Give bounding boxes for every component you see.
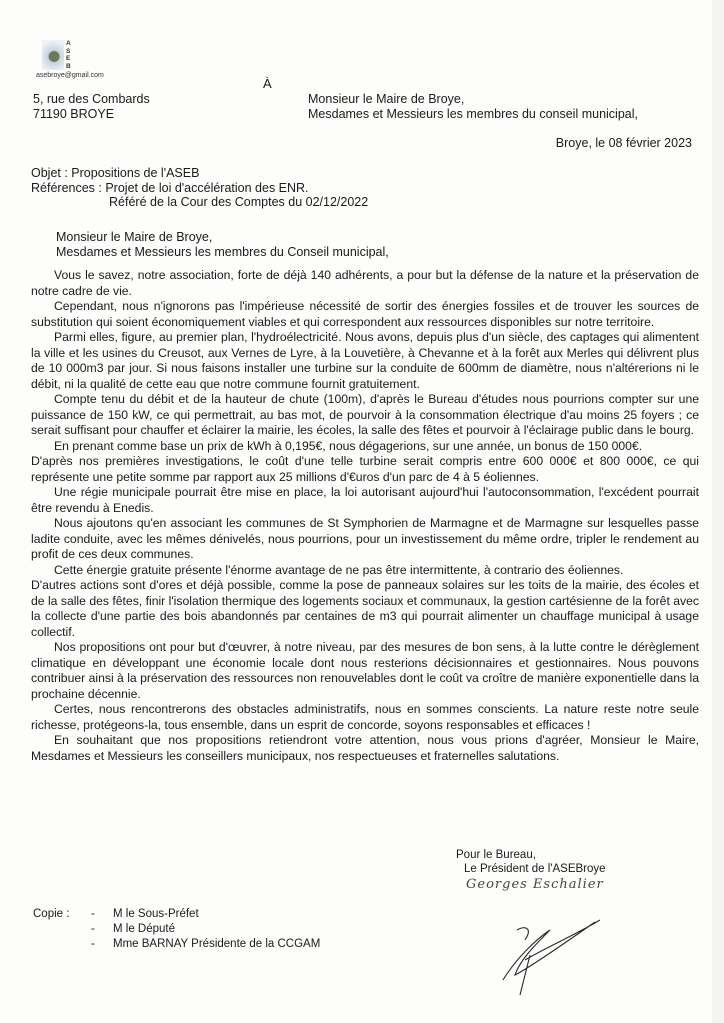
signature-line-2: Le Président de l'ASEBroye: [464, 863, 606, 875]
signature-block: [456, 848, 606, 892]
recipient-block: [308, 92, 638, 122]
to-marker: À: [263, 76, 272, 91]
handwritten-signature: [495, 900, 605, 1000]
copy-recipient: Mme BARNAY Présidente de la CCGAM: [113, 938, 321, 950]
paragraph: Une régie municipale pourrait être mise en place, la loi autorisant aujourd'hui l'autoconsommation, l'excédent pourrait être revendu à Enedis.: [31, 485, 699, 515]
recipient-line: Mesdames et Messieurs les membres du conseil municipal,: [308, 107, 638, 121]
paragraph: Compte tenu du débit et de la hauteur de chute (100m), d'après le Bureau d'études nous pourrions compter sur une puissance de 150 kW, ce qui permettrait, au bas mot, de pourvoir à la consommation électrique d'au moins 25 foyers ; ce serait suffisant pour chauffer et éclairer la mairie, les écoles, la salle des fêtes et pourvoir à l'éclairage public dans le bourg.: [31, 392, 699, 437]
handwritten-name: Georges Eschalier: [466, 877, 604, 892]
subject-line: Objet : Propositions de l'ASEB: [31, 166, 200, 180]
sender-city: 71190 BROYE: [33, 107, 115, 121]
signature-line-1: Pour le Bureau,: [456, 849, 536, 861]
recipient-line: Monsieur le Maire de Broye,: [308, 92, 465, 106]
aseb-logo: [42, 40, 74, 70]
salutation-line: Mesdames et Messieurs les membres du Conseil municipal,: [56, 245, 389, 259]
spacer: [33, 922, 91, 937]
bullet-dash: -: [91, 908, 95, 920]
logo-image: [42, 40, 64, 70]
logo-letters: ASEB: [66, 40, 71, 70]
bullet-dash: -: [91, 938, 95, 950]
sender-street: 5, rue des Combards: [33, 92, 150, 106]
paragraph: Vous le savez, notre association, forte de déjà 140 adhérents, a pour but la défense de la nature et la préservation de notre cadre de vie.: [31, 268, 699, 298]
bullet-dash: -: [91, 923, 95, 935]
paragraph: En prenant comme base un prix de kWh à 0,195€, nous dégagerions, sur une année, un bonus de 150 000€.: [54, 438, 643, 453]
references-line: Références : Projet de loi d'accélération des ENR.: [31, 180, 309, 195]
letter-body: [31, 268, 699, 764]
sender-email: asebroye@gmail.com: [36, 72, 104, 79]
paragraph: Certes, nous rencontrerons des obstacles administratifs, nous en sommes conscients. La nature reste notre seule richesse, protégeons-la, tous ensemble, dans un esprit de concorde, soyons responsables et efficaces !: [31, 702, 699, 732]
paragraph: En souhaitant que nos propositions retiendront votre attention, nous vous prions d'agréer, Monsieur le Maire, Mesdames et Messieurs les conseillers municipaux, nos respectueuses et fraternelles salutations.: [31, 733, 699, 763]
copies-block: [33, 907, 320, 952]
subject-block: [31, 166, 368, 210]
copies-label: Copie :: [33, 908, 70, 920]
copy-recipient: M le Député: [113, 923, 176, 935]
paragraph: Nous ajoutons qu'en associant les communes de St Symphorien de Marmagne et de Marmagne sur lesquelles passe ladite conduite, avec les mêmes dénivelés, nous pourrions, pour un investissement du même ordre, tripler le rendement au profit de ces deux communes.: [31, 516, 699, 561]
paragraph: D'autres actions sont d'ores et déjà possible, comme la pose de panneaux solaires sur les toits de la mairie, des écoles et de la salle des fêtes, finir l'isolation thermique des logements sociaux et communaux, la gestion cartésienne de la forêt avec la collecte d'une partie des bois abandonnés par centaines de m3 qui pourrait alimenter un chauffage municipal à usage collectif.: [31, 578, 699, 639]
letter-date: Broye, le 08 février 2023: [555, 136, 692, 150]
paragraph: Cette énergie gratuite présente l'énorme avantage de ne pas être intermittente, à contrario des éoliennes.: [54, 562, 624, 577]
sender-address: [33, 92, 150, 122]
paragraph: D'après nos premières investigations, le coût d'une telle turbine serait compris entre 600 000€ et 800 000€, ce qui représente une petite somme par rapport aux 25 millions d'€uros d'un parc de 4 à 5 éoliennes.: [31, 454, 699, 484]
spacer: [33, 937, 91, 952]
salutation-line: Monsieur le Maire de Broye,: [56, 230, 213, 244]
paragraph: Cependant, nous n'ignorons pas l'impérieuse nécessité de sortir des énergies fossiles et de trouver les sources de substitution qui soient économiquement viables et qui correspondent aux ressources disponibles sur notre territoire.: [31, 299, 699, 329]
paragraph: Nos propositions ont pour but d'œuvrer, à notre niveau, par des mesures de bon sens, à la lutte contre le dérèglement climatique en développant une économie locale dont nous resterions décisionnaires et gestionnaires. Nous pouvons contribuer ainsi à la préservation des ressources non renouvelables dont le coût va croître de manière exponentielle dans la prochaine décennie.: [31, 640, 699, 701]
paragraph: Parmi elles, figure, au premier plan, l'hydroélectricité. Nous avons, depuis plus d'un siècle, des captages qui alimentent la ville et les usines du Creusot, aux Vernes de Lyre, à la Louvetière, à Chevanne et à la forêt aux Merles qui délivrent plus de 10 000m3 par jour. Si nous faisons installer une turbine sur la conduite de 600mm de diamètre, nous n'altérerions ni le débit, ni la qualité de cette eau que notre commune fournit gratuitement.: [31, 330, 699, 391]
references-line-2: Référé de la Cour des Comptes du 02/12/2022: [109, 195, 369, 209]
copy-recipient: M le Sous-Préfet: [113, 908, 199, 920]
salutation: [56, 230, 389, 260]
